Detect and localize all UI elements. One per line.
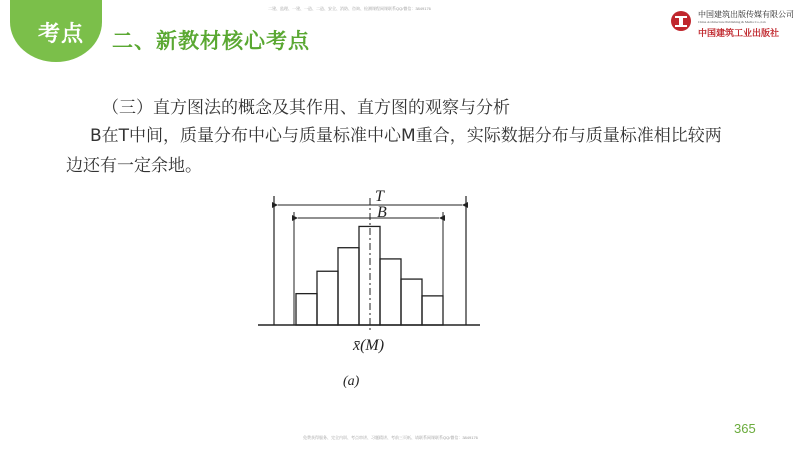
- top-watermark: 二建、监理、一建、一造、二造、安全、消防、咨询、检测课程网课联系QQ/微信：3849176: [268, 6, 431, 11]
- histogram-bar: [422, 296, 443, 325]
- histogram-bar: [317, 271, 338, 325]
- histogram-bar: [401, 279, 422, 325]
- label-t: T: [375, 188, 384, 205]
- content-heading: （三）直方图法的概念及其作用、直方图的观察与分析: [102, 98, 510, 118]
- histogram-bar: [296, 294, 317, 325]
- badge-label: 考点: [38, 22, 85, 47]
- label-b: B: [377, 204, 387, 221]
- histogram-bar: [338, 248, 359, 325]
- logo-company-en: China Architecture Publishing & Media Co.,Ltd.: [698, 20, 767, 24]
- x-axis-label: x̄(M): [353, 337, 385, 354]
- logo-company-cn: 中国建筑出版传媒有限公司: [698, 10, 794, 19]
- bottom-watermark: 免费获得服务、完全内训、考点串讲、习题精讲、考前三页纸、请联系网课联系QQ/微信：3849176: [303, 435, 478, 440]
- figure-caption: (a): [343, 374, 360, 389]
- section-title: 二、新教材核心考点: [112, 29, 310, 53]
- logo-press-cn: 中国建筑工业出版社: [698, 29, 780, 39]
- histogram-bar: [380, 259, 401, 325]
- paragraph-text: B在T中间，质量分布中心与质量标准中心M重合，实际数据分布与质量标准相比较两边还有一定余地。: [66, 126, 722, 176]
- page-number: 365: [734, 421, 756, 436]
